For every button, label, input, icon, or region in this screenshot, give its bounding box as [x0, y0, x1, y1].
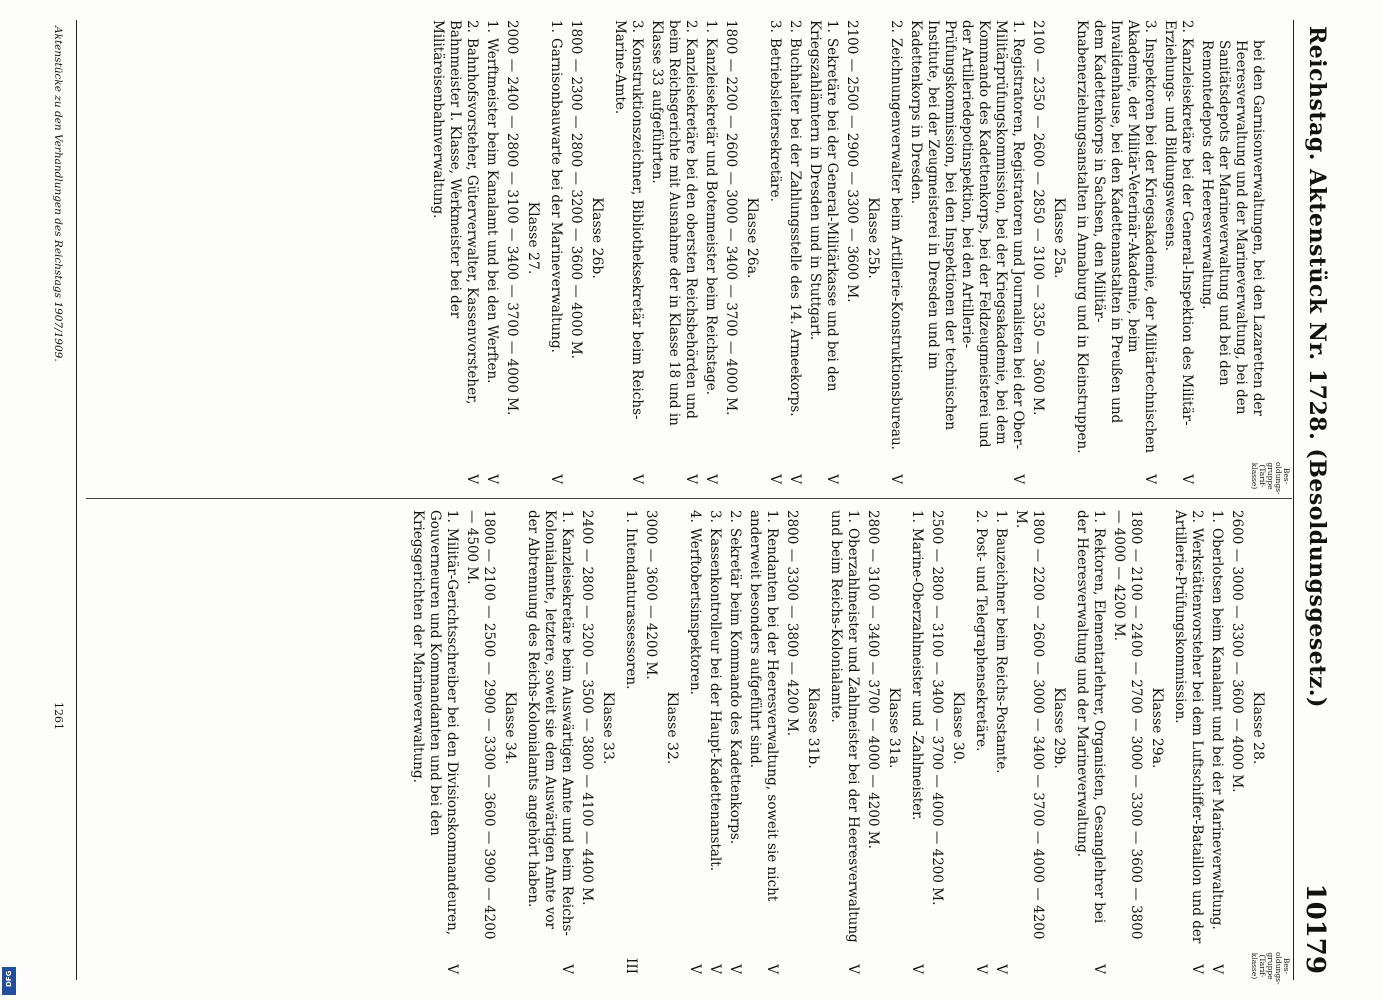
salary-scale: 2800 — 3300 — 3800 — 4200 M.	[784, 510, 800, 737]
position-entry	[992, 510, 1009, 980]
entry-grade: V	[683, 474, 699, 484]
salary-scale: 1800 — 2100 — 2500 — 2900 — 3300 — 3600 — 3900 — 4200 — 4500 M.	[464, 510, 497, 940]
entry-text: Marine-Oberzahlmeister und -Zahlmeister.	[909, 528, 925, 821]
entry-text: Garnisonbauwarte bei der Marineverwaltung.	[548, 38, 564, 353]
position-entry	[702, 20, 719, 490]
position-entry	[1171, 510, 1205, 980]
entry-number: 3.	[767, 20, 783, 33]
klasse-heading: Klasse 30.	[950, 691, 966, 765]
entry-grade: V	[1091, 964, 1107, 974]
salary-scale: 2400 — 2800 — 3200 — 3500 — 3800 — 4100 — 4400 M.	[579, 510, 595, 906]
position-entry	[907, 20, 1026, 490]
klasse-heading: Klasse 28.	[1250, 691, 1266, 765]
header-rule	[1293, 20, 1294, 980]
entry-number: 1.	[484, 20, 500, 33]
klasse-heading: Klasse 31a.	[886, 687, 902, 769]
salary-scale: 1800 — 2200 — 2600 — 3000 — 3400 — 3700 — 4000 — 4200 M.	[1013, 510, 1046, 940]
entry-text: Sekretäre bei der General-Militärkasse und bei den Kriegszahlämtern in Dresden und in Stuttgart.	[807, 20, 840, 392]
salary-scale: 3000 — 3600 — 4200 M.	[643, 510, 659, 680]
entry-grade: V	[973, 964, 989, 974]
entry-number: 1.	[444, 510, 460, 523]
klasse-heading: Klasse 33.	[600, 691, 616, 765]
entry-text: Oberlotsen beim Kanalamt und bei der Marineverwaltung.	[1209, 528, 1225, 930]
entry-grade: V	[1142, 474, 1158, 484]
entry-grade: V	[909, 964, 925, 974]
klasse-heading: Klasse 34.	[502, 691, 518, 765]
position-entry	[887, 20, 904, 490]
entry-number: 4.	[687, 510, 703, 523]
entry-grade: V	[484, 474, 500, 484]
entry-grade: V	[1189, 964, 1205, 974]
header-title: Reichstag. Aktenstück Nr. 1728. (Besoldungsgesetz.)	[1304, 26, 1330, 708]
salary-scale: 2100 — 2350 — 2600 — 2850 — 3100 — 3350 — 3600 M.	[1030, 20, 1046, 416]
klasse-heading: Klasse 27.	[525, 201, 541, 275]
salary-scale: 1800 — 2100 — 2400 — 2700 — 3000 — 3300 — 3600 — 3800 — 4000 — 4200 M.	[1111, 510, 1144, 940]
right-column	[86, 510, 1291, 985]
klasse-heading: Klasse 32.	[664, 691, 680, 765]
entry-text: Bauzeichner beim Reichs-Postamte.	[993, 528, 1009, 774]
position-entry	[806, 20, 840, 490]
entry-number: 2.	[464, 20, 480, 33]
rotated-page	[46, 20, 1336, 985]
entry-grade: V	[1179, 474, 1195, 484]
entry-number: 1.	[993, 510, 1009, 523]
entry-text: Kanzleisekretär und Botenmeister beim Reichstage.	[703, 38, 719, 396]
position-entry	[524, 510, 575, 980]
entry-grade: V	[845, 964, 861, 974]
entry-text: Kanzleisekretäre beim Auswärtigen Amte und beim Reichs-Kolonialamte, letztere, soweit sie dem Auswärtigen Amte vor der Abtrennung des Reichs-Kolonialamts angehört haben.	[525, 510, 575, 936]
footer-page-number: 1261	[52, 702, 65, 730]
salary-scale: 2100 — 2500 — 2900 — 3300 — 3600 M.	[844, 20, 860, 303]
entry-text: Kassenkontrolleur bei der Haupt-Kadettenanstalt.	[707, 528, 723, 871]
left-column	[86, 20, 1291, 495]
entry-grade: V	[444, 964, 460, 974]
position-entry	[409, 510, 460, 980]
position-entry	[1073, 20, 1158, 490]
klasse-heading: Klasse 26b.	[589, 197, 605, 279]
entry-number: 1.	[623, 510, 639, 523]
entry-number: 1.	[1010, 20, 1026, 33]
entry-text: Bahnhofsvorsteher, Güterverwalter, Kassenvorsteher, Bahnmeister I. Klasse, Werkmeister bei der Militäreisenbahnverwaltung.	[430, 20, 480, 405]
position-entry	[547, 20, 564, 490]
entry-number: 2.	[888, 20, 904, 33]
entry-text: Werkstättenvorsteher bei dem Luftschiffer-Bataillon und der Artillerie-Prüfungskommission.	[1172, 510, 1205, 944]
entry-grade: V	[824, 474, 840, 484]
salary-scale: 1800 — 2200 — 2600 — 3000 — 3400 — 3700 — 4000 M.	[723, 20, 739, 416]
entry-text: Militär-Gerichtsschreiber bei den Divisionskommandeuren, Gouverneuren und Kommandanten und bei den Kriegsgerichten der Marineverwaltung.	[410, 510, 460, 936]
entry-grade: V	[888, 474, 904, 484]
entry-grade: V	[1010, 474, 1026, 484]
position-entry	[766, 20, 783, 490]
position-entry	[706, 510, 723, 980]
entry-number: 1.	[824, 20, 840, 33]
entry-number: 3.	[629, 20, 645, 33]
klasse-heading: Klasse 29a.	[1149, 687, 1165, 769]
position-entry	[786, 20, 803, 490]
position-entry	[648, 20, 699, 490]
entry-grade: V	[707, 964, 723, 974]
entry-text: Kanzleisekretäre bei der General-Inspektion des Militär-Erziehungs- und Bildungswesens.	[1162, 20, 1195, 426]
column-divider	[86, 498, 1292, 499]
entry-grade: V	[787, 474, 803, 484]
klasse-heading: Klasse 29b.	[1051, 687, 1067, 769]
entry-text: Buchhalter bei der Zahlungsstelle des 14. Armeekorps.	[787, 38, 803, 417]
position-entry	[827, 510, 861, 980]
entry-number: 2.	[1189, 510, 1205, 523]
position-entry	[611, 20, 645, 490]
entry-number: 1.	[703, 20, 719, 33]
entry-text: Werftmeister beim Kanalamt und bei den Werften.	[484, 38, 500, 384]
klasse-heading: Klasse 31b.	[805, 687, 821, 769]
position-entry	[1073, 510, 1107, 980]
entry-grade: V	[727, 964, 743, 974]
position-entry	[483, 20, 500, 490]
entry-number: 2.	[787, 20, 803, 33]
entry-text: Oberzahlmeister und Zahlmeister bei der Heeresverwaltung und beim Reichs-Kolonialamte.	[828, 510, 861, 943]
salary-scale: 2600 — 3000 — 3300 — 3600 — 4000 M.	[1229, 510, 1245, 793]
entry-number: 1.	[764, 510, 780, 523]
entry-text: Intendanturassessoren.	[623, 528, 639, 690]
entry-grade: III	[623, 958, 639, 974]
position-entry	[622, 510, 639, 980]
entry-text: Post- und Telegraphensekretäre.	[973, 528, 989, 752]
position-entry	[686, 510, 703, 980]
entry-number: 3.	[707, 510, 723, 523]
salary-scale: 2500 — 2800 — 3100 — 3400 — 3700 — 4000 — 4200 M.	[929, 510, 945, 906]
header-page-number: 10179	[1300, 883, 1330, 974]
entry-number: 2.	[683, 20, 699, 33]
klasse-heading: Klasse 25b.	[865, 197, 881, 279]
entry-text: Werftobertsinspektoren.	[687, 528, 703, 695]
entry-grade: V	[993, 964, 1009, 974]
position-entry	[746, 510, 780, 980]
entry-text: Rendanten bei der Heeresverwaltung, soweit sie nicht anderweit besonders aufgeführt sind.	[747, 510, 780, 902]
footer-rule	[76, 20, 77, 980]
entry-number: 1.	[559, 510, 575, 523]
entry-text: Kanzleisekretäre bei den obersten Reichsbehörden und beim Reichsgerichte mit Ausnahme der in Klasse 18 und in Klasse 33 aufgeführten.	[649, 20, 699, 426]
position-entry	[726, 510, 743, 980]
grade-column-header: Besoldungsgruppe (Tarifklasse)	[1250, 462, 1291, 495]
page-header	[1294, 20, 1334, 980]
entry-grade: V	[767, 474, 783, 484]
entry-grade: V	[629, 474, 645, 484]
entry-text: Betriebsleitersekretäre.	[767, 38, 783, 202]
entry-text: Registratoren, Registratoren und Journalisten bei der Ober-Militärprüfungskommission, bei der Kriegsakademie, bei dem Kommando des Kadettenkorps, bei der Feldzeugmeisterei und der Artilleriedepotinspektion, bei den Artillerie-Prüfungskommission, bei den Inspektionen der technischen Institute, bei der Zeugmeisterei in Dresden und im Kadettenkorps in Dresden.	[908, 20, 1026, 450]
entry-text: Inspektoren bei der Kriegsakademie, der Militärtechnischen Akademie, der Militär-Veterinär-Akademie, beim Invalidenhause, bei den Kadettenanstalten in Preußen und dem Kadettenkorps in Sachsen, den Militär-Knabenerziehungsanstalten in Annaburg und in Kleinstruppen.	[1074, 20, 1158, 454]
entry-number: 1.	[1091, 510, 1107, 523]
entry-number: 3.	[1142, 20, 1158, 33]
entry-grade: V	[1209, 964, 1225, 974]
entry-grade: V	[703, 474, 719, 484]
entry-number: 1.	[909, 510, 925, 523]
dfg-logo-text: DFG	[5, 970, 13, 987]
entry-text: Konstruktionszeichner, Bibliotheksekretär beim Reichs-Marine-Amte.	[612, 20, 645, 420]
entry-grade: V	[687, 964, 703, 974]
entry-text: Rektoren, Elementarlehrer, Organisten, Gesanglehrer bei der Heeresverwaltung und der Marineverwaltung.	[1074, 510, 1107, 924]
entry-text: Zeichnungenverwalter beim Artillerie-Konstruktionsbureau.	[888, 38, 904, 450]
position-entry	[1161, 20, 1195, 490]
position-entry	[908, 510, 925, 980]
salary-scale: 2000 — 2400 — 2800 — 3100 — 3400 — 3700 — 4000 M.	[504, 20, 520, 416]
footer-source: Aktenstücke zu den Verhandlungen des Reichstags 1907/1909.	[52, 26, 64, 362]
entry-grade: V	[548, 474, 564, 484]
klasse-heading: Klasse 25a.	[1051, 197, 1067, 279]
continued-text: bei den Garnisonverwaltungen, bei den Lazaretten der Heeresverwaltung und der Marineverwaltung, bei den Sanitätsdepots der Marineverwaltung und bei den Remontedepots der Heeresverwaltung.	[1199, 40, 1266, 417]
entry-grade: V	[764, 964, 780, 974]
position-entry	[972, 510, 989, 980]
entry-number: 2.	[973, 510, 989, 523]
entry-grade: V	[464, 474, 480, 484]
position-entry	[429, 20, 480, 490]
klasse-heading: Klasse 26a.	[744, 197, 760, 279]
entry-number: 2.	[727, 510, 743, 523]
dfg-logo	[2, 967, 16, 995]
entry-grade: V	[559, 964, 575, 974]
position-entry	[1208, 510, 1225, 980]
salary-scale: 1800 — 2300 — 2800 — 3200 — 3600 — 4000 M.	[568, 20, 584, 359]
entry-number: 1.	[845, 510, 861, 523]
entry-number: 2.	[1179, 20, 1195, 33]
entry-number: 1.	[548, 20, 564, 33]
grade-column-header: Besoldungsgruppe (Tarifklasse)	[1250, 952, 1291, 985]
salary-scale: 2800 — 3100 — 3400 — 3700 — 4000 — 4200 M.	[865, 510, 881, 849]
entry-number: 1.	[1209, 510, 1225, 523]
entry-text: Sekretär beim Kommando des Kadettenkorps.	[727, 528, 743, 845]
